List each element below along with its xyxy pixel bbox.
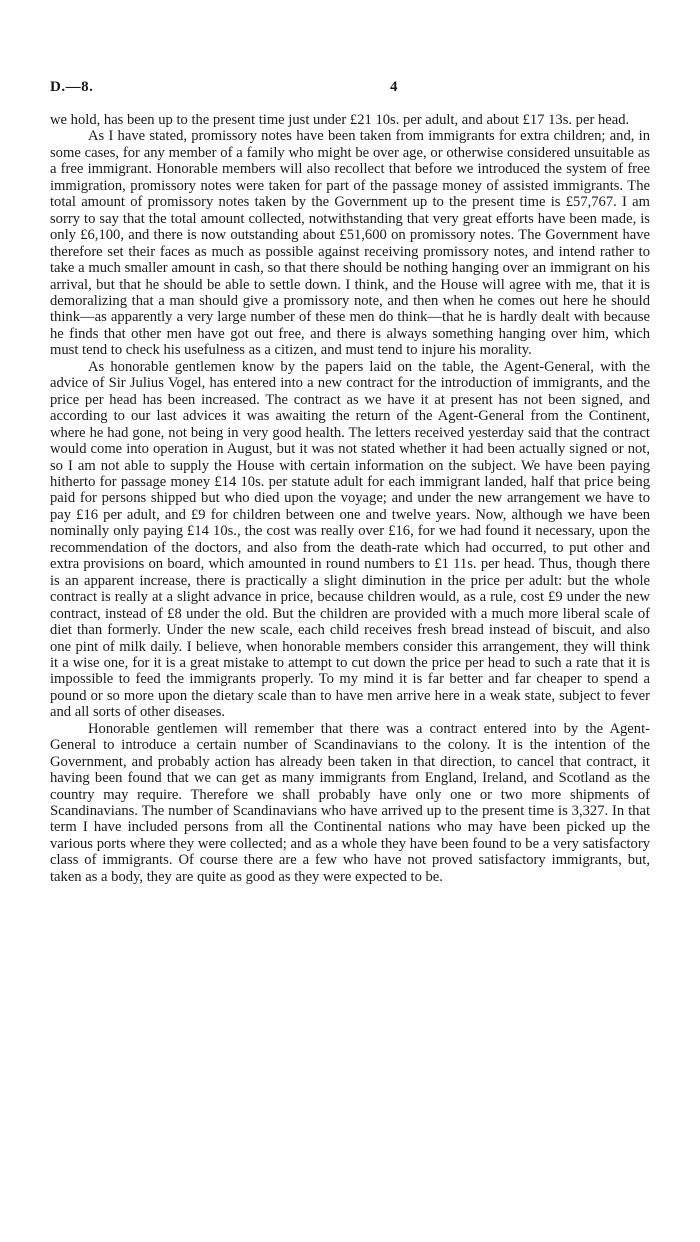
page-number: 4 [390,79,398,95]
paragraph-scandinavians: Honorable gentlemen will remember that there was a contract entered into by the Agent-General to introduce a certain number of Scandinavians to the colony. It is the intention of the Government, and probably action has already been taken in that direction, to cancel that contract, it having been found that we can get as many immigrants from England, Ireland, and Scotland as the country may require. Therefore we shall probably have only one or two more shipments of Scandinavians. The number of Scandinavians who have arrived up to the present time is 3,327. In that term I have included persons from all the Continental nations who may have been picked up the various ports where they were collected; and as a whole they have been found to be a very satisfactory class of immigrants. Of course there are a few who have not proved satisfactory immigrants, but, taken as a body, they are quite as good as they were expected to be. [50,720,650,885]
page-header [50,79,650,103]
body-text [50,112,650,885]
paragraph-continued: we hold, has been up to the present time just under £21 10s. per adult, and about £17 13s. per head. [50,112,630,128]
paragraph-new-contract: As honorable gentlemen know by the papers laid on the table, the Agent-General, with the advice of Sir Julius Vogel, has entered into a new contract for the introduction of immigrants, and the price per head has been increased. The contract as we have it at present has not been signed, and according to our last advices it was awaiting the return of the Agent-General from the Continent, where he had gone, not being in very good health. The letters received yesterday said that the contract would come into operation in August, but it was not stated whether it had been actually signed or not, so I am not able to supply the House with certain information on the subject. We have been paying hitherto for passage money £14 10s. per statute adult for each immigrant landed, half that price being paid for persons shipped but who died upon the voyage; and under the new arrangement we have to pay £16 per adult, and £9 for children between one and twelve years. Now, although we have been nominally only paying £14 10s., the cost was really over £16, for we had found it necessary, upon the recommendation of the doctors, and also from the death-rate which had occurred, to put other and extra provisions on board, which amounted in round numbers to £1 11s. per head. Thus, though there is an apparent increase, there is practically a slight diminution in the price per adult: but the whole contract is really at a slight advance in price, because children would, as a rule, cost £9 under the new contract, instead of £8 under the old. But the children are provided with a much more liberal scale of diet than formerly. Under the new scale, each child receives fresh bread instead of biscuit, and also one pint of milk daily. I believe, when honorable members consider this arrangement, they will think it a wise one, for it is a great mistake to attempt to cut down the price per head to such a rate that it is impossible to feed the immigrants properly. To my mind it is far better and far cheaper to spend a pound or so more upon the dietary scale than to have men arrive here in a weak state, subject to fever and all sorts of other diseases. [50,358,650,721]
document-reference: D.—8. [50,79,94,95]
paragraph-promissory-notes: As I have stated, promissory notes have been taken from immigrants for extra children; and, in some cases, for any member of a family who might be over age, or otherwise considered unsuitable as a free immigrant. Honorable members will also recollect that before we introduced the system of free immigration, promissory notes were taken for part of the passage money of assisted immigrants. The total amount of promissory notes taken by the Government up to the present time is £57,767. I am sorry to say that the total amount collected, notwithstanding that very great efforts have been made, is only £6,100, and there is now outstanding about £51,600 on promissory notes. The Government have therefore set their faces as much as possible against receiving promissory notes, and intend rather to take a much smaller amount in cash, so that there should be nothing hanging over an immigrant on his arrival, but that he should be able to settle down. I think, and the House will agree with me, that it is demoralizing that a man should give a promissory note, and then when he comes out here he should think—as apparently a very large number of these men do think—that he is hardly dealt with because he finds that other men have got out free, and there is always something hanging over him, which must tend to check his usefulness as a citizen, and must tend to injure his morality. [50,128,650,359]
